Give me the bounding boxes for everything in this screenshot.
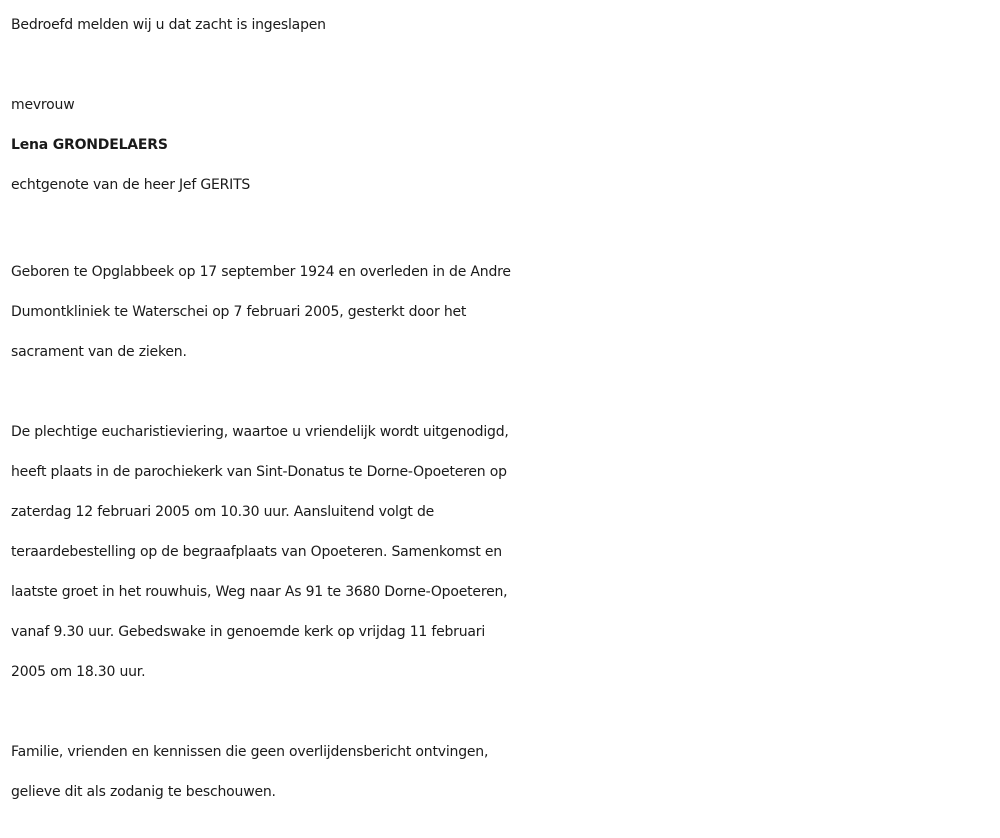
paragraph-line: vanaf 9.30 uur. Gebedswake in genoemde kerk op vrijdag 11 februari [11, 624, 486, 640]
honorific: mevrouw [11, 97, 75, 113]
paragraph-line: laatste groet in het rouwhuis, Weg naar As 91 te 3680 Dorne-Opoeteren, [11, 584, 508, 600]
birth-death-paragraph [11, 252, 996, 372]
paragraph-line: 2005 om 18.30 uur. [11, 664, 146, 680]
paragraph-line: gelieve dit als zodanig te beschouwen. [11, 784, 276, 800]
paragraph-line: teraardebestelling op de begraafplaats van Opoeteren. Samenkomst en [11, 544, 502, 560]
spacer [11, 45, 996, 85]
spouse-text: echtgenote van de heer Jef GERITS [11, 177, 251, 193]
ceremony-paragraph [11, 412, 996, 692]
paragraph-line: Geboren te Opglabbeek op 17 september 1924 en overleden in de Andre [11, 264, 511, 280]
paragraph-line: Dumontkliniek te Waterschei op 7 februari 2005, gesterkt door het [11, 304, 467, 320]
closing-paragraph [11, 732, 996, 812]
intro-text: Bedroefd melden wij u dat zacht is ingeslapen [11, 17, 326, 33]
paragraph-line: sacrament van de zieken. [11, 344, 187, 360]
death-notice [11, 0, 996, 812]
spacer [11, 205, 996, 245]
deceased-name: Lena GRONDELAERS [11, 137, 168, 153]
paragraph-line: Familie, vrienden en kennissen die geen overlijdensbericht ontvingen, [11, 744, 489, 760]
spacer [11, 692, 996, 732]
paragraph-line: heeft plaats in de parochiekerk van Sint-Donatus te Dorne-Opoeteren op [11, 464, 507, 480]
spacer [11, 372, 996, 412]
paragraph-line: De plechtige eucharistieviering, waartoe u vriendelijk wordt uitgenodigd, [11, 424, 509, 440]
paragraph-line: zaterdag 12 februari 2005 om 10.30 uur. Aansluitend volgt de [11, 504, 435, 520]
